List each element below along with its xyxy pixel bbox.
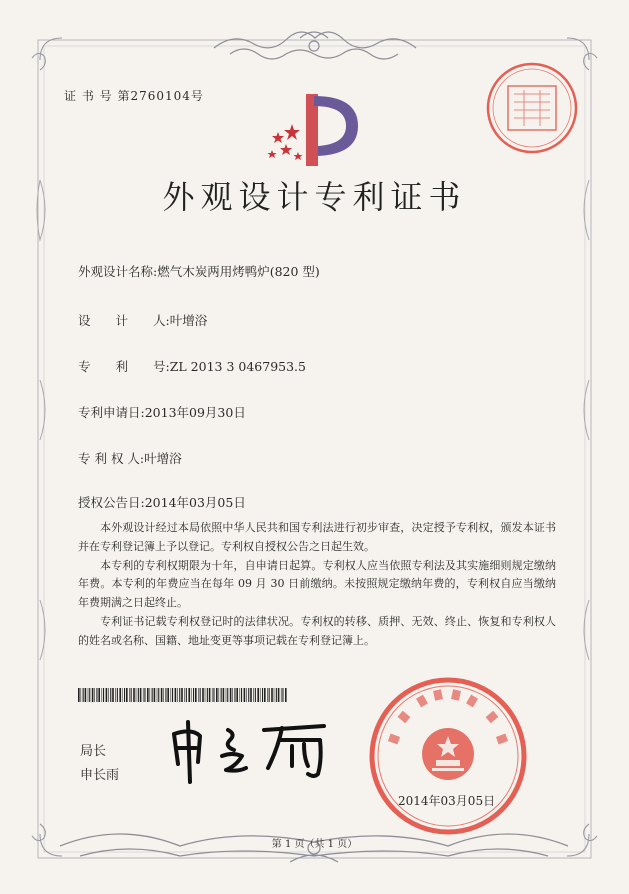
certificate-body-text	[78, 519, 556, 651]
national-emblem-seal-icon	[368, 676, 528, 836]
field-label: 外观设计名称:	[78, 264, 158, 279]
field-value: ZL 2013 3 0467953.5	[169, 359, 306, 374]
signature-image	[164, 716, 334, 786]
field-value: 燃气木炭两用烤鸭炉(820 型)	[157, 264, 320, 279]
issue-date: 2014年03月05日	[398, 794, 496, 808]
proofreading-seal-icon	[484, 60, 580, 156]
field-label: 授权公告日:	[78, 495, 145, 510]
certificate-number: 证 书 号 第2760104号	[64, 89, 204, 103]
field-value: 叶增浴	[144, 451, 182, 466]
officer-title: 局长	[80, 744, 107, 759]
patent-office-logo-icon	[262, 92, 372, 172]
field-application-date	[78, 403, 246, 421]
field-value: 2013年09月30日	[144, 405, 246, 420]
field-designer	[78, 311, 207, 329]
field-label: 设 计 人:	[78, 313, 170, 328]
field-label: 专利申请日:	[78, 405, 145, 420]
field-value: 2014年03月05日	[144, 495, 246, 510]
field-label: 专 利 权 人:	[78, 451, 145, 466]
body-paragraph: 本专利的专利权期限为十年，自申请日起算。专利权人应当依照专利法及其实施细则规定缴纳年费。本专利的年费应当在每年 09 月 30 日前缴纳。未按照规定缴纳年费的，专利权自应当缴纳年费期满之日起终止。	[78, 558, 556, 610]
body-paragraph: 专利证书记载专利权登记时的法律状况。专利权的转移、质押、无效、终止、恢复和专利权人的姓名或名称、国籍、地址变更等事项记载在专利登记簿上。	[78, 614, 556, 647]
page-number: 第 1 页（共 1 页）	[271, 839, 358, 850]
body-paragraph: 本外观设计经过本局依照中华人民共和国专利法进行初步审查，决定授予专利权，颁发本证书并在专利登记簿上予以登记。专利权自授权公告之日起生效。	[78, 521, 556, 553]
field-patent-number	[78, 357, 306, 375]
field-announcement-date	[78, 493, 246, 511]
officer-name: 申长雨	[80, 768, 120, 783]
certificate-title: 外观设计专利证书	[162, 178, 467, 216]
field-label: 专 利 号:	[78, 359, 170, 374]
barcode	[78, 688, 288, 702]
field-patentee	[78, 449, 182, 467]
field-design-name	[78, 262, 320, 280]
field-value: 叶增浴	[169, 313, 208, 328]
